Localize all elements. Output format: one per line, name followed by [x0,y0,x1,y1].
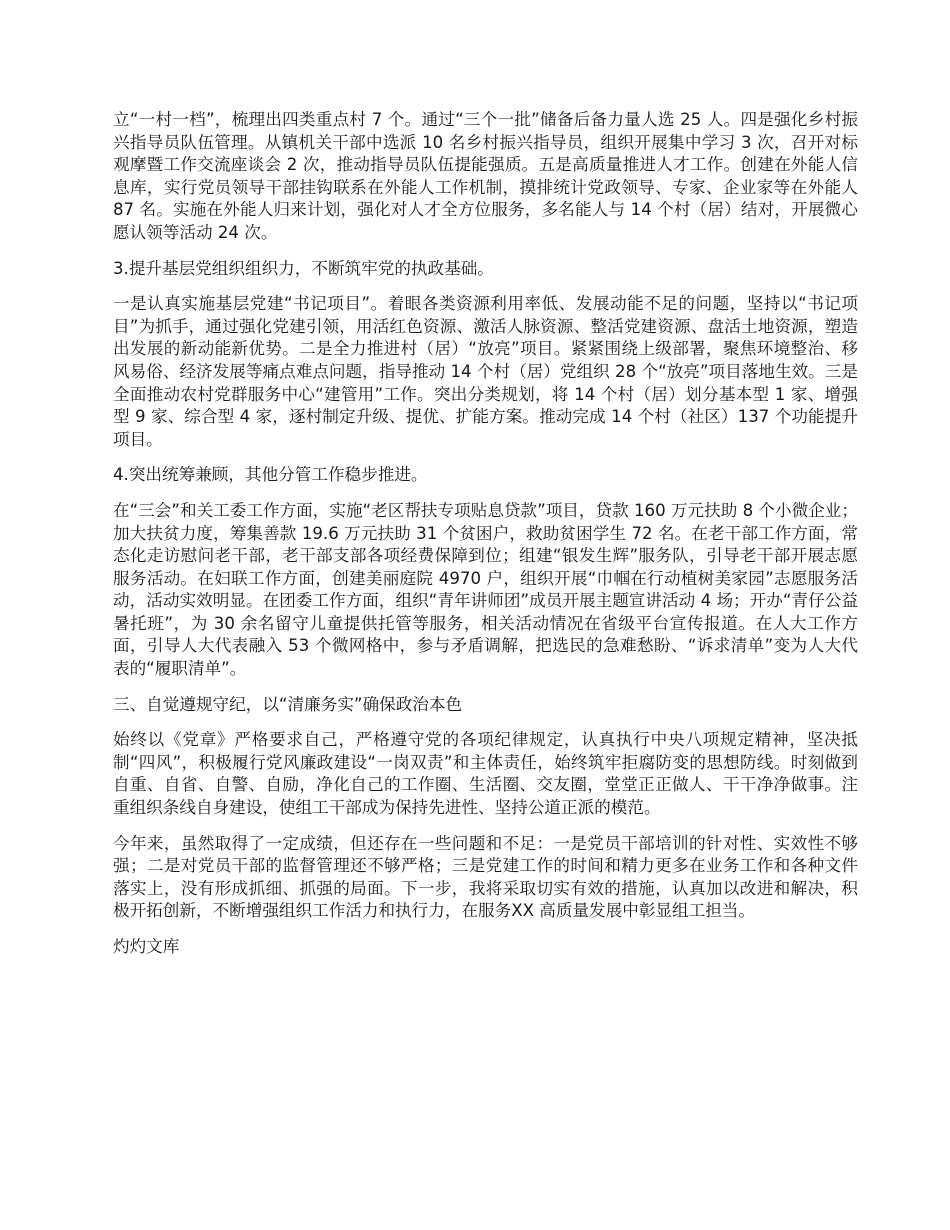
section-heading-3: 3.提升基层党组织组织力，不断筑牢党的执政基础。 [113,258,494,278]
paragraph-discipline: 始终以《党章》严格要求自己，严格遵守党的各项纪律规定，认真执行中央八项规定精神，坚决抵制“四风”，积极履行党风廉政建设“一岗双责”和主体责任，始终筑牢拒腐防变的思想防线。时刻做到自重、自省、自警、自励，净化自己的工作圈、生活圈、交友圈，堂堂正正做人、干干净净做事。注重组织条线自身建设，使组工干部成为保持先进性、坚持公道正派的模范。 [113,730,858,818]
section-heading-discipline: 三、自觉遵规守纪，以“清廉务实”确保政治本色 [113,694,463,714]
paragraph-shortcomings: 今年来，虽然取得了一定成绩，但还存在一些问题和不足：一是党员干部培训的针对性、实效性不够强；二是对党员干部的监督管理还不够严格；三是党建工作的时间和精力更多在业务工作和各种文件落实上，没有形成抓细、抓强的局面。下一步，我将采取切实有效的措施，认真加以改进和解决，积极开拓创新，不断增强组织工作活力和执行力，在服务XX 高质量发展中彰显组工担当。 [113,833,858,921]
section-heading-4: 4.突出统筹兼顾，其他分管工作稳步推进。 [113,465,428,485]
paragraph-other-work: 在“三会”和关工委工作方面，实施“老区帮扶专项贴息贷款”项目，贷款 160 万元扶助 8 个小微企业；加大扶贫力度，筹集善款 19.6 万元扶助 31 个贫困户，救助贫困学生 72 名。在老干部工作方面，常态化走访慰问老干部，老干部支部各项经费保障到位；组建“银发生辉”服务队，引导老干部开展志愿服务活动。在妇联工作方面，创建美丽庭院 4970 户，组织开展“巾帼在行动植树美家园”志愿服务活动，活动实效明显。在团委工作方面，组织“青年讲师团”成员开展主题宣讲活动 4 场；开办“青仔公益暑托班”，为 30 余名留守儿童提供托管等服务，相关活动情况在省级平台宣传报道。在人大工作方面，引导人大代表融入 53 个微网格中，参与矛盾调解，把选民的急难愁盼、“诉求清单”变为人大代表的“履职清单”。 [113,500,858,679]
paragraph-grassroots-party: 一是认真实施基层党建“书记项目”。着眼各类资源利用率低、发展动能不足的问题，坚持以“书记项目”为抓手，通过强化党建引领，用活红色资源、激活人脉资源、整活党建资源、盘活土地资源，塑造出发展的新动能新优势。二是全力推进村（居）“放亮”项目。紧紧围绕上级部署，聚焦环境整治、移风易俗、经济发展等痛点难点问题，指导推动 14 个村（居）党组织 28 个“放亮”项目落地生效。三是全面推动农村党群服务中心“建管用”工作。突出分类规划，将 14 个村（居）划分基本型 1 家、增强型 9 家、综合型 4 家，逐村制定升级、提优、扩能方案。推动完成 14 个村（社区）137 个功能提升项目。 [113,294,858,449]
document-body [113,109,858,972]
source-label: 灼灼文库 [113,937,180,956]
paragraph-talent-work: 立“一村一档”，梳理出四类重点村 7 个。通过“三个一批”储备后备力量人选 25 人。四是强化乡村振兴指导员队伍管理。从镇机关干部中选派 10 名乡村振兴指导员，组织开展集中学习 3 次，召开对标观摩暨工作交流座谈会 2 次，推动指导员队伍提能强质。五是高质量推进人才工作。创建在外能人信息库，实行党员领导干部挂钩联系在外能人工作机制，摸排统计党政领导、专家、企业家等在外能人 87 名。实施在外能人归来计划，强化对人才全方位服务，多名能人与 14 个村（居）结对，开展微心愿认领等活动 24 次。 [113,110,858,242]
